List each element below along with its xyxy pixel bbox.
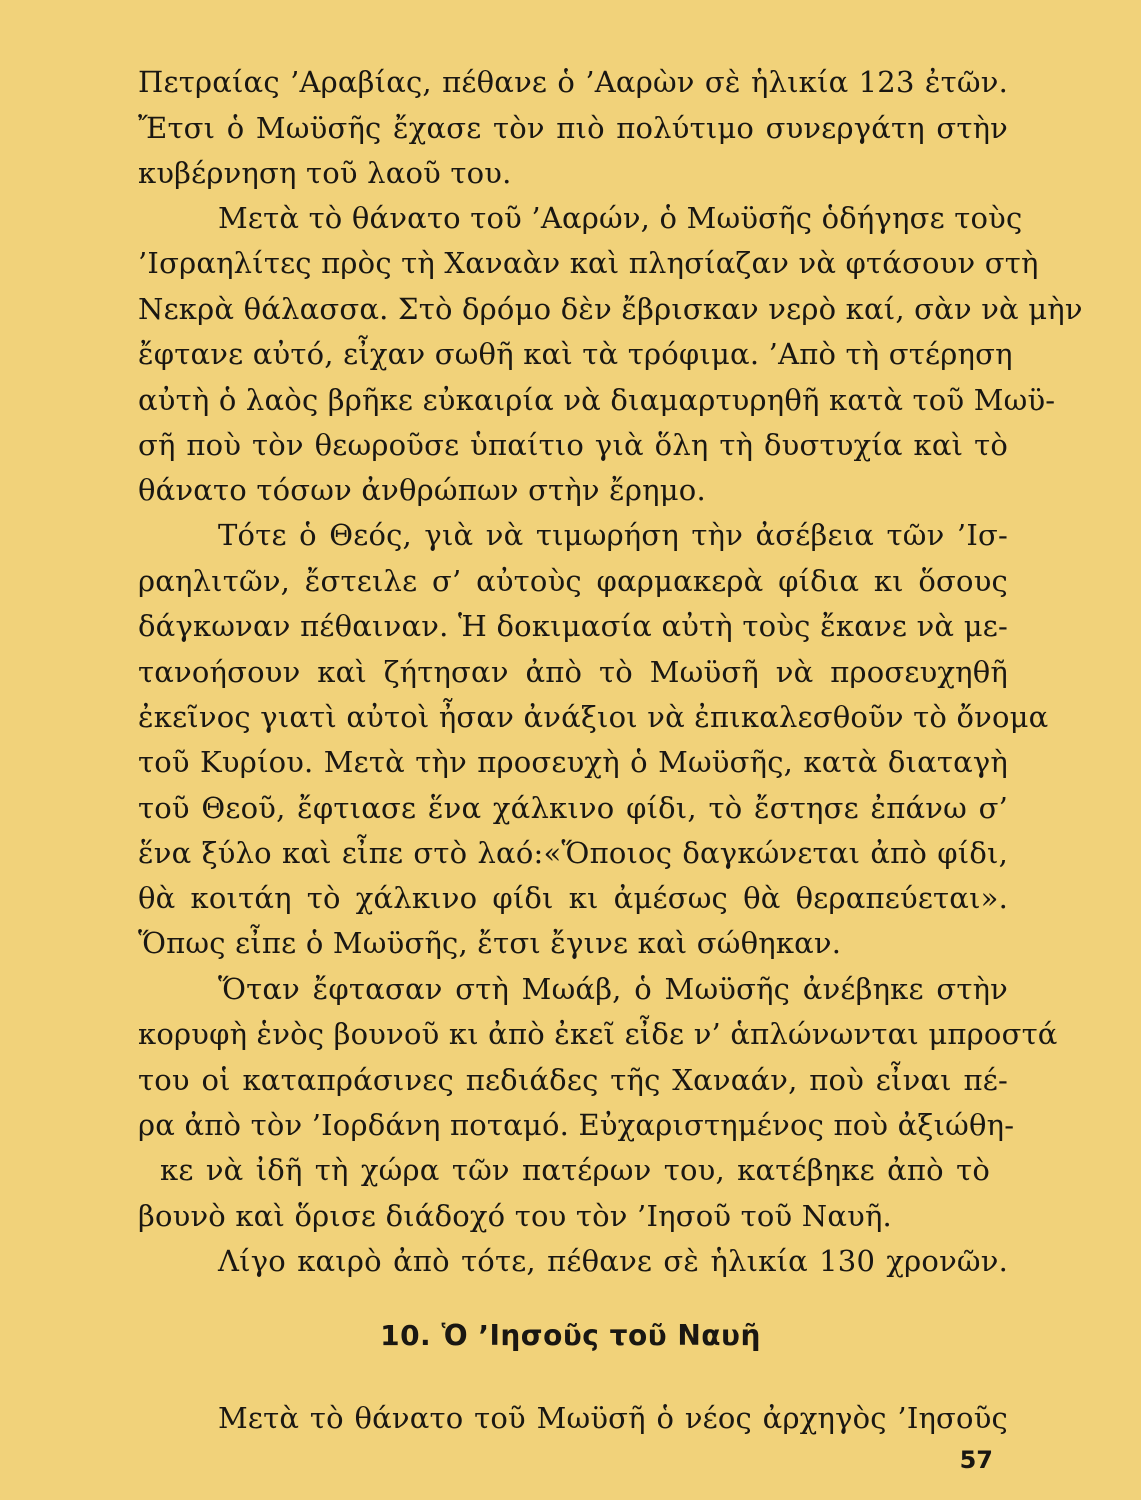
text-line: τανοήσουν καὶ ζήτησαν ἀπὸ τὸ Μωϋσῆ νὰ προσευχηθῆ	[138, 655, 1008, 689]
text-line: σῆ ποὺ τὸν θεωροῦσε ὑπαίτιο γιὰ ὅλη τὴ δυστυχία καὶ τὸ	[138, 428, 1008, 462]
text-line: ’Ισραηλίτες πρὸς τὴ Χαναὰν καὶ πλησίαζαν νὰ φτάσουν στὴ	[138, 246, 1039, 280]
chapter-heading: 10. Ὁ ’Ιησοῦς τοῦ Ναυῆ	[380, 1319, 761, 1352]
text-line: ἔφτανε αὐτό, εἶχαν σωθῆ καὶ τὰ τρόφιμα. ’Απὸ τὴ στέρηση	[138, 337, 1013, 371]
text-line: Μετὰ τὸ θάνατο τοῦ Μωϋσῆ ὁ νέος ἀρχηγὸς ’Ιησοῦς	[218, 1401, 1008, 1435]
text-line: Τότε ὁ Θεός, γιὰ νὰ τιμωρήση τὴν ἀσέβεια τῶν ’Ισ-	[218, 518, 1008, 552]
text-line: ρα ἀπὸ τὸν ’Ιορδάνη ποταμό. Εὐχαριστημένος ποὺ ἀξιώθη-	[138, 1108, 1015, 1142]
page-number: 57	[959, 1446, 993, 1474]
text-line: Ὅταν ἔφτασαν στὴ Μωάβ, ὁ Μωϋσῆς ἀνέβηκε στὴν	[218, 972, 1008, 1006]
text-line: θάνατο τόσων ἀνθρώπων στὴν ἔρημο.	[138, 473, 706, 507]
text-line: θὰ κοιτάη τὸ χάλκινο φίδι κι ἀμέσως θὰ θεραπεύεται».	[138, 881, 1008, 915]
text-line: Νεκρὰ θάλασσα. Στὸ δρόμο δὲν ἔβρισκαν νερὸ καί, σὰν νὰ μὴν	[138, 292, 1083, 326]
text-line: Ὅπως εἶπε ὁ Μωϋσῆς, ἔτσι ἔγινε καὶ σώθηκαν.	[138, 926, 842, 960]
text-line: κυβέρνηση τοῦ λαοῦ του.	[138, 156, 512, 190]
text-line: δάγκωναν πέθαιναν. Ἡ δοκιμασία αὐτὴ τοὺς ἔκανε νὰ με-	[138, 609, 1008, 643]
text-line: Λίγο καιρὸ ἀπὸ τότε, πέθανε σὲ ἡλικία 130 χρονῶν.	[218, 1244, 1008, 1278]
text-line: κε νὰ ἰδῆ τὴ χώρα τῶν πατέρων του, κατέβηκε ἀπὸ τὸ	[160, 1153, 990, 1187]
text-line: του οἱ καταπράσινες πεδιάδες τῆς Χαναάν, ποὺ εἶναι πέ-	[138, 1063, 1008, 1097]
text-line: Πετραίας ’Αραβίας, πέθανε ὁ ’Ααρὼν σὲ ἡλικία 123 ἐτῶν.	[138, 65, 1008, 99]
text-line: κορυφὴ ἑνὸς βουνοῦ κι ἀπὸ ἐκεῖ εἶδε ν’ ἁπλώνωνται μπροστά	[138, 1017, 1058, 1051]
text-line: τοῦ Θεοῦ, ἔφτιασε ἕνα χάλκινο φίδι, τὸ ἔστησε ἐπάνω σ’	[138, 791, 1008, 825]
text-line: τοῦ Κυρίου. Μετὰ τὴν προσευχὴ ὁ Μωϋσῆς, κατὰ διαταγὴ	[138, 745, 1008, 779]
text-line: ἕνα ξύλο καὶ εἶπε στὸ λαό:«Ὅποιος δαγκώνεται ἀπὸ φίδι,	[138, 836, 1008, 870]
text-line: ἐκεῖνος γιατὶ αὐτοὶ ἦσαν ἀνάξιοι νὰ ἐπικαλεσθοῦν τὸ ὄνομα	[138, 700, 1049, 734]
text-line: αὐτὴ ὁ λαὸς βρῆκε εὐκαιρία νὰ διαμαρτυρηθῆ κατὰ τοῦ Μωϋ-	[138, 383, 1056, 417]
text-line: ραηλιτῶν, ἔστειλε σ’ αὐτοὺς φαρμακερὰ φίδια κι ὅσους	[138, 564, 1008, 598]
text-line: βουνὸ καὶ ὅρισε διάδοχό του τὸν ’Ιησοῦ τοῦ Ναυῆ.	[138, 1199, 892, 1233]
text-line: Ἔτσι ὁ Μωϋσῆς ἔχασε τὸν πιὸ πολύτιμο συνεργάτη στὴν	[138, 111, 1008, 145]
text-line: Μετὰ τὸ θάνατο τοῦ ’Ααρών, ὁ Μωϋσῆς ὁδήγησε τοὺς	[218, 201, 1023, 235]
